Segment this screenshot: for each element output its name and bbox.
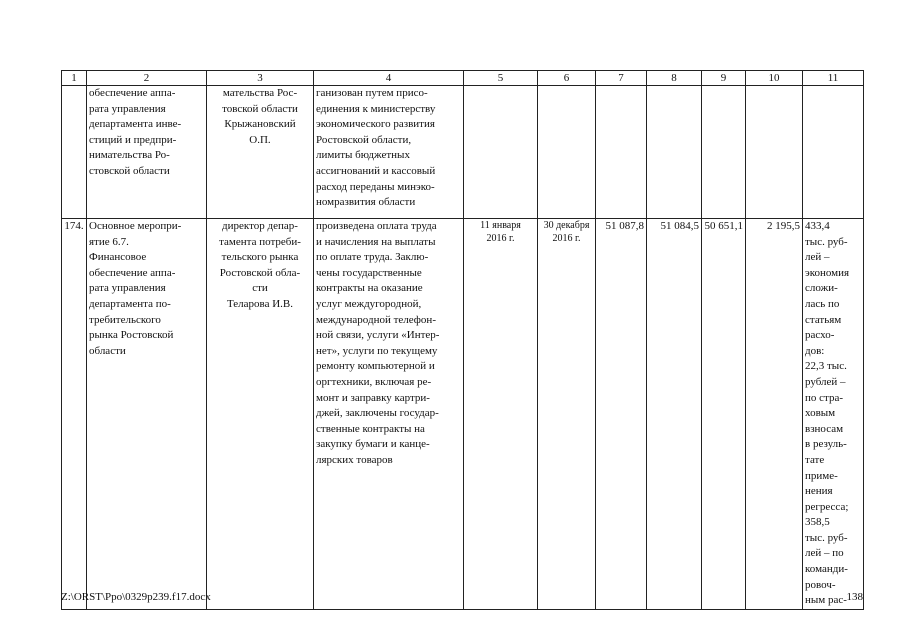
value-cell-7: 51 087,8 xyxy=(596,219,647,610)
page-number: 138 xyxy=(846,591,863,603)
row-number-cell xyxy=(62,86,87,219)
end-date-cell: 30 декабря 2016 г. xyxy=(538,219,596,610)
value-cell-9 xyxy=(702,86,746,219)
note-cell: 433,4 тыс. руб- лей – экономия сложи- лась по статьям расхо- дов: 22,3 тыс. рублей – по стра- ховым взносам в резуль- тате приме- нения регресса; 358,5 тыс. руб- лей – по команди- ровоч- ным рас- xyxy=(803,219,864,610)
value-cell-10 xyxy=(746,86,803,219)
file-path-footer: Z:\ORST\Ppo\0329p239.f17.docx xyxy=(61,591,211,603)
column-header: 11 xyxy=(803,71,864,86)
row-number-cell: 174. xyxy=(62,219,87,610)
value-cell-7 xyxy=(596,86,647,219)
note-cell xyxy=(803,86,864,219)
responsible-cell: директор депар- тамента потреби- тельского рынка Ростовской обла- сти Теларова И.В. xyxy=(207,219,314,610)
end-date-cell xyxy=(538,86,596,219)
column-header: 3 xyxy=(207,71,314,86)
result-cell: ганизован путем присо- единения к министерству экономического развития Ростовской области, лимиты бюджетных ассигнований и кассовый расход переданы минэко- номразвития области xyxy=(314,86,464,219)
value-cell-8: 51 084,5 xyxy=(647,219,702,610)
column-header: 5 xyxy=(464,71,538,86)
column-header: 1 xyxy=(62,71,87,86)
report-table xyxy=(61,70,864,610)
value-cell-9: 50 651,1 xyxy=(702,219,746,610)
table-row xyxy=(62,86,864,219)
column-header: 2 xyxy=(87,71,207,86)
start-date-cell xyxy=(464,86,538,219)
column-header: 6 xyxy=(538,71,596,86)
activity-name-cell: Основное меропри- ятие 6.7. Финансовое обеспечение аппа- рата управления департамента по- требительского рынка Ростовской области xyxy=(87,219,207,610)
table-header-row xyxy=(62,71,864,86)
table-row xyxy=(62,219,864,610)
column-header: 7 xyxy=(596,71,647,86)
value-cell-10: 2 195,5 xyxy=(746,219,803,610)
value-cell-8 xyxy=(647,86,702,219)
column-header: 4 xyxy=(314,71,464,86)
column-header: 10 xyxy=(746,71,803,86)
start-date-cell: 11 января 2016 г. xyxy=(464,219,538,610)
column-header: 9 xyxy=(702,71,746,86)
result-cell: произведена оплата труда и начисления на выплаты по оплате труда. Заклю- чены государственные контракты на оказание услуг междугородной, международной телефон- ной связи, услуги «Интер- нет», услуги по текущему ремонту компьютерной и оргтехники, включая ре- монт и заправку картри- джей, заключены государ- ственные контракты на закупку бумаги и канце- лярских товаров xyxy=(314,219,464,610)
responsible-cell: мательства Рос- товской области Крыжановский О.П. xyxy=(207,86,314,219)
activity-name-cell: обеспечение аппа- рата управления департамента инве- стиций и предпри- нимательства Ро- стовской области xyxy=(87,86,207,219)
column-header: 8 xyxy=(647,71,702,86)
